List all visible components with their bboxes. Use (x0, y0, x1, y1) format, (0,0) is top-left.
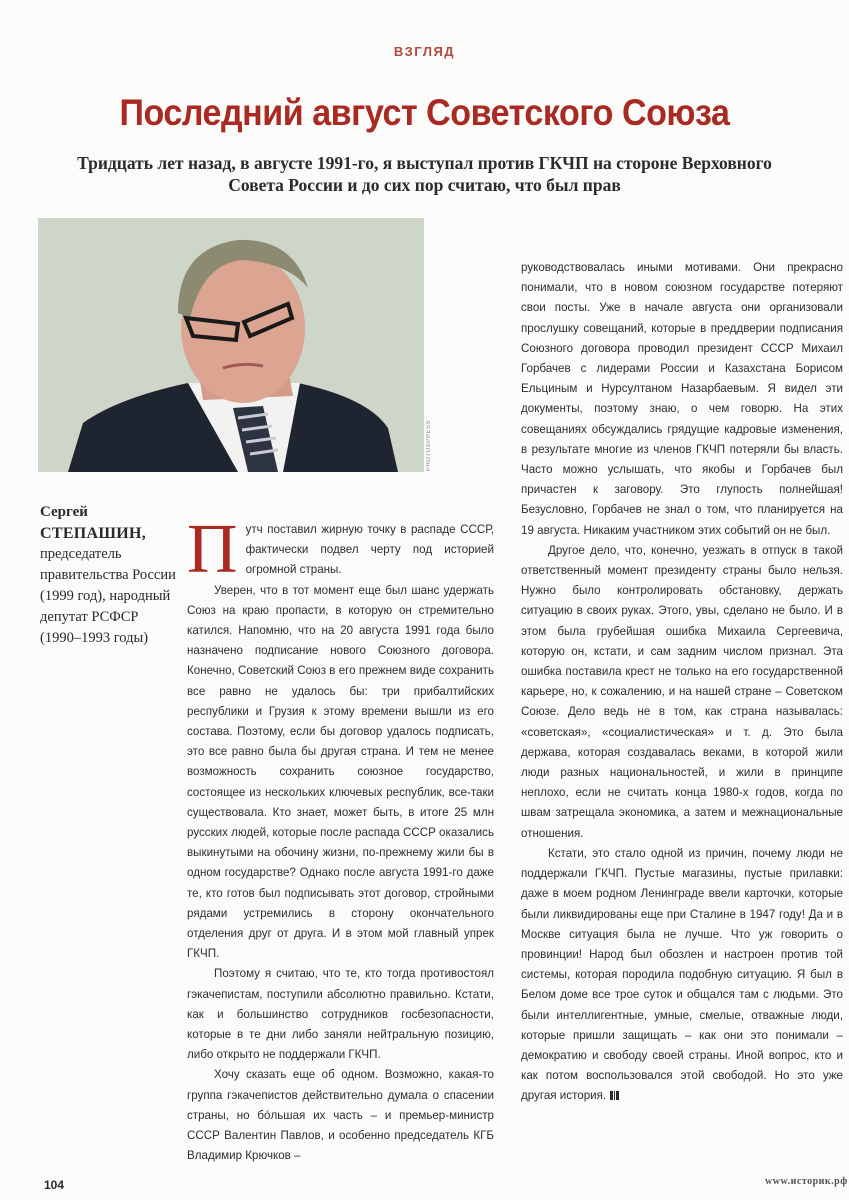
end-mark-icon (610, 1091, 619, 1100)
article-paragraph: руководствовалась иными мотивами. Они прекрасно понимали, что в новом союзном государстве потеряют свои посты. Уже в начале августа они организовали прослушку совещаний, которые в преддверии подписания Союзного договора проводил президент СССР Михаил Горбачев с лидерами России и Казахстана Борисом Ельциным и Нурсултаном Назарбаевым. Я видел эти документы, поэтому знаю, о чем говорю. На этих совещаниях обсуждались грядущие кадровые изменения, в результате многие из членов ГКЧП потеряли бы власть. Часто можно услышать, что якобы и Горбачев был причастен к заговору. Это глупость полнейшая! Безусловно, Горбачев не знал о том, что планируется на 19 августа. Никаким участником этих событий он не был. (521, 261, 843, 537)
article-column-1 (187, 511, 494, 1167)
article-paragraph: Хочу сказать еще об одном. Возможно, какая-то группа гэкачепистов действительно думала о спасении страны, но бóльшая их часть – и премьер-министр СССР Валентин Павлов, и особенно председатель КГБ Владимир Крючков – (187, 1068, 494, 1163)
page-number: 104 (44, 1178, 65, 1192)
section-rubric: ВЗГЛЯД (393, 44, 456, 59)
author-first-name: Сергей (40, 504, 88, 520)
author-bio (40, 502, 180, 649)
drop-cap: П (187, 511, 238, 588)
author-description: председатель правительства России (1999 год), народный депутат РСФСР (1990–1993 годы) (40, 546, 176, 646)
article-paragraph: Путч поставил жирную точку в распаде СССР, фактически подвел черту под историей огромной страны. (187, 511, 494, 588)
author-photo (38, 218, 424, 472)
article-paragraph: Поэтому я считаю, что те, кто тогда противостоял гэкачепистам, поступили абсолютно правильно. Кстати, как и большинство сотрудников госбезопасности, которые в те дни либо заняли нейтральную позицию, либо открыто не поддержали ГКЧП. (187, 967, 494, 1062)
site-url: www.историк.рф (765, 1176, 848, 1187)
article-headline: Последний август Советского Союза (119, 92, 730, 133)
article-subheadline: Тридцать лет назад, в августе 1991-го, я выступал против ГКЧП на стороне Верховного Совета России и до сих пор считаю, что был прав (77, 153, 772, 195)
photo-credit: PHOTOXPRESS (426, 420, 432, 472)
portrait-illustration (38, 218, 424, 472)
author-last-name: СТЕПАШИН, (40, 525, 147, 542)
article-paragraph: Уверен, что в тот момент еще был шанс удержать Союз на краю пропасти, в которую он стремительно катился. Напомню, что на 20 августа 1991 года было назначено подписание нового Союзного договора. Конечно, Советский Союз в его прежнем виде сохранить все равно не удалось бы: три прибалтийских республики и Грузия к этому времени вышли из его состава. Поэтому, если бы договор удалось подписать, это все равно была бы другая страна. И тем не менее возможность сохранить союзное государство, состоящее из нескольких ключевых республик, все-таки существовала. Кто знает, может быть, в итоге 25 млн русских людей, которые после распада СССР оказались выкинутыми на обочину жизни, по-прежнему жили бы в одном государстве? Однако после августа 1991-го даже те, кто готов был подписывать этот договор, стройными рядами устремились в сторону окончательного отделения друг от друга. И в этом мой главный упрек ГКЧП. (187, 583, 494, 961)
article-paragraph: Другое дело, что, конечно, уезжать в отпуск в такой ответственный момент президенту страны было нельзя. Нужно было контролировать обстановку, держать ситуацию в своих руках. Этого, увы, сделано не было. И в этом была грубейшая ошибка Михаила Сергеевича, которую он, кстати, и сам задним числом признал. Эта ошибка поставила крест не только на его государственной карьере, но, к сожалению, и на нашей стране – Советском Союзе. Дело ведь не в том, как страна называлась: «советская», «социалистическая» и т. д. Это была держава, которая создавалась веками, в которой жили люди разных национальностей, и жили в принципе неплохо, если не считать конца 1980-х годов, когда по швам затрещала экономика, а затем и межнациональные отношения. (521, 543, 843, 840)
article-paragraph: Кстати, это стало одной из причин, почему люди не поддержали ГКЧП. Пустые магазины, пустые прилавки: даже в моем родном Ленинграде ввели карточки, которые были ликвидированы еще при Сталине в 1947 году! Да и в Москве ситуация была не лучше. Что уж говорить о провинции! Народ был обозлен и настроен против той системы, которая породила подобную ситуацию. Я был в Белом доме все трое суток и общался там с людьми. Это были интеллигентные, умные, смелые, отважные люди, которые пришли защищать – как они это понимали – демократию и свободу своей страны. Иной вопрос, кто и как потом воспользовался этой свободой. Но это уже другая история. (521, 846, 843, 1103)
article-column-2 (521, 258, 843, 1107)
